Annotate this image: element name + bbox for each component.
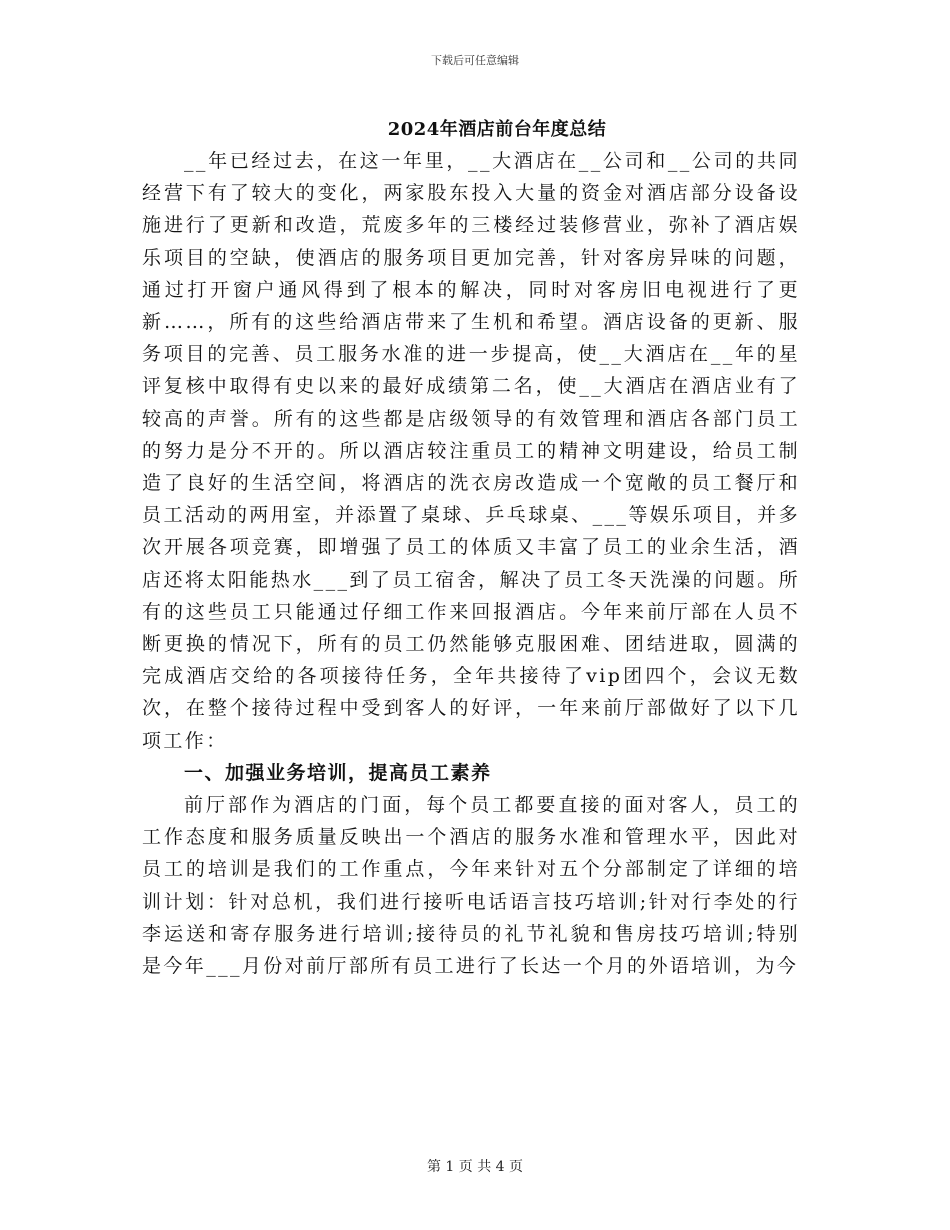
paragraph-intro: __年已经过去，在这一年里，__大酒店在__公司和__公司的共同经营下有了较大的变化，两家股东投入大量的资金对酒店部分设备设施进行了更新和改造，荒废多年的三楼经过装修营业，弥补了酒店娱乐项目的空缺，使酒店的服务项目更加完善，针对客房异味的问题，通过打开窗户通风得到了根本的解决，同时对客房旧电视进行了更新……，所有的这些给酒店带来了生机和希望。酒店设备的更新、服务项目的完善、员工服务水准的进一步提高，使__大酒店在__年的星评复核中取得有史以来的最好成绩第二名，使__大酒店在酒店业有了较高的声誉。所有的这些都是店级领导的有效管理和酒店各部门员工的努力是分不开的。所以酒店较注重员工的精神文明建设，给员工制造了良好的生活空间，将酒店的洗衣房改造成一个宽敞的员工餐厅和员工活动的两用室，并添置了桌球、乒乓球桌、___等娱乐项目，并多次开展各项竞赛，即增强了员工的体质又丰富了员工的业余生活，酒店还将太阳能热水___到了员工宿舍，解决了员工冬天洗澡的问题。所有的这些员工只能通过仔细工作来回报酒店。今年来前厅部在人员不断更换的情况下，所有的员工仍然能够克服困难、团结进取，圆满的完成酒店交给的各项接待任务，全年共接待了vip团四个，会议无数次，在整个接待过程中受到客人的好评，一年来前厅部做好了以下几项工作： <box>142 150 800 752</box>
document-body <box>142 145 800 982</box>
document-title: 2024年酒店前台年度总结 <box>387 119 607 140</box>
header-note: 下载后可任意编辑 <box>431 54 519 67</box>
page-number-footer: 第 1 页 共 4 页 <box>426 1159 524 1175</box>
paragraph-training: 前厅部作为酒店的门面，每个员工都要直接的面对客人，员工的工作态度和服务质量反映出一个酒店的服务水准和管理水平，因此对员工的培训是我们的工作重点，今年来针对五个分部制定了详细的培训计划：针对总机，我们进行接听电话语言技巧培训;针对行李处的行李运送和寄存服务进行培训;接待员的礼节礼貌和售房技巧培训;特别是今年___月份对前厅部所有员工进行了长达一个月的外语培训，为今 <box>142 794 800 978</box>
section-heading-training: 一、加强业务培训，提高员工素养 <box>184 761 492 784</box>
